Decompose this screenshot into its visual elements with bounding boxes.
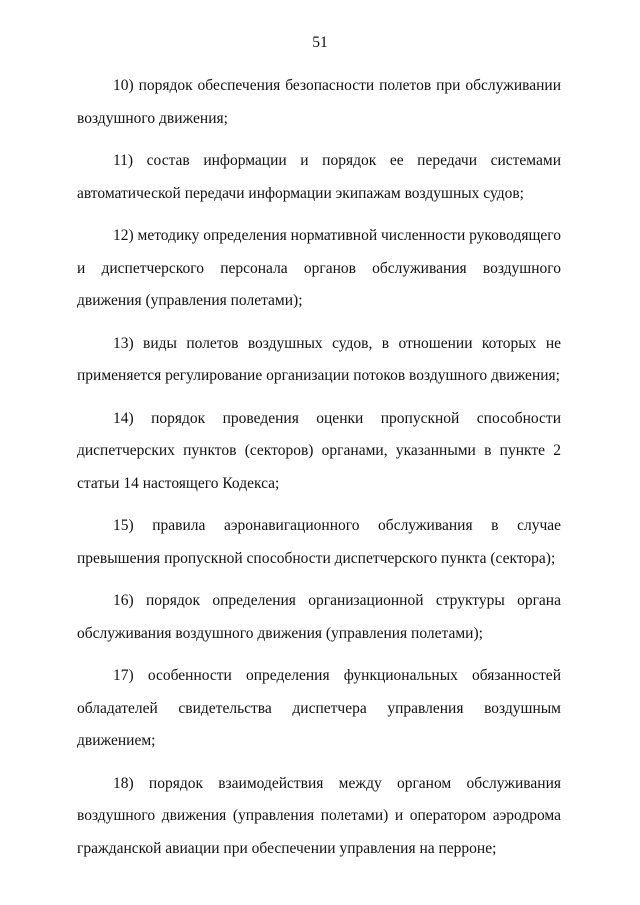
- list-item-10: 10) порядок обеспечения безопасности полетов при обслуживании воздушного движения;: [77, 77, 561, 127]
- list-item-13: 13) виды полетов воздушных судов, в отношении которых не применяется регулирование организации потоков воздушного движения;: [77, 334, 561, 385]
- list-item-16: 16) порядок определения организационной структуры органа обслуживания воздушного движения (управления полетами);: [77, 592, 561, 642]
- document-body: [77, 70, 561, 875]
- list-item-11: 11) состав информации и порядок ее передачи системами автоматической передачи информации экипажам воздушных судов;: [77, 151, 561, 202]
- list-item-14: 14) порядок проведения оценки пропускной способности диспетчерских пунктов (секторов) органами, указанными в пункте 2 статьи 14 настоящего Кодекса;: [77, 409, 561, 492]
- page-number: 51: [312, 34, 328, 51]
- list-item-17: 17) особенности определения функциональных обязанностей обладателей свидетельства диспетчера управления воздушным движением;: [77, 667, 561, 750]
- list-item-15: 15) правила аэронавигационного обслуживания в случае превышения пропускной способности диспетчерского пункта (сектора);: [77, 517, 561, 567]
- list-item-12: 12) методику определения нормативной численности руководящего и диспетчерского персонала органов обслуживания воздушного движения (управления полетами);: [77, 226, 561, 310]
- list-item-18: 18) порядок взаимодействия между органом обслуживания воздушного движения (управления полетами) и оператором аэродрома гражданской авиации при обеспечении управления на перроне;: [77, 774, 561, 857]
